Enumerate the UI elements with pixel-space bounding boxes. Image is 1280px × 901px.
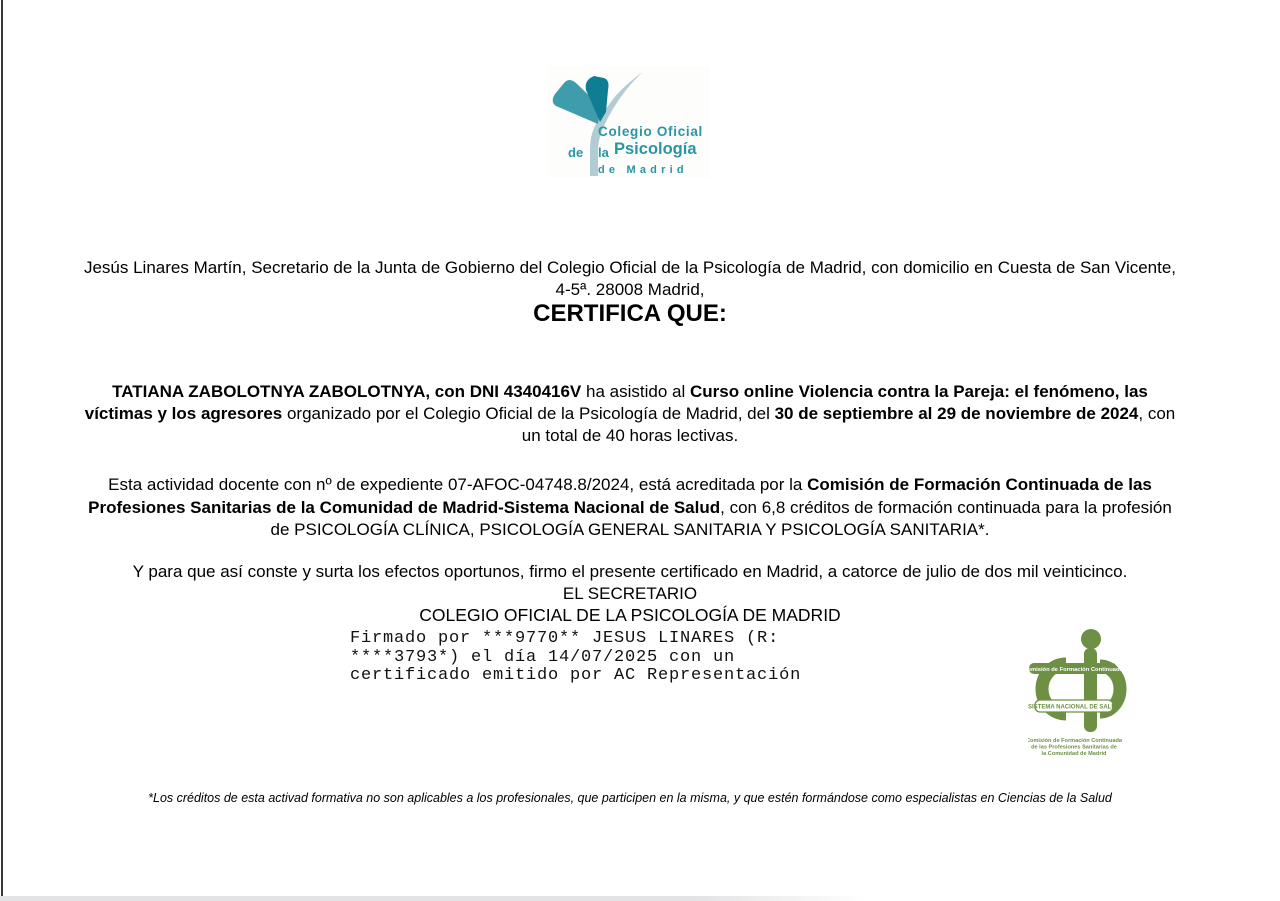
colegio-psicologia-madrid-logo	[548, 66, 710, 178]
logo-text-de: de	[568, 145, 584, 160]
closing-paragraph: Y para que así conste y surta los efectos oportunos, firmo el presente certificado en Madrid, a catorce de julio de dos mil veinticinco.	[132, 562, 1128, 581]
seal-top-banner-label: Comisión de Formación Continuada	[1028, 667, 1123, 673]
accreditation-paragraph: Esta actividad docente con nº de expediente 07-AFOC-04748.8/2024, está acreditada por la Comisión de Formación Continuada de las Profesiones Sanitarias de la Comunidad de Madrid-Sistema Nacional de Salud, con 6,8 créditos de formación continuada para la profesión de PSICOLOGÍA CLÍNICA, PSICOLOGÍA GENERAL SANITARIA Y PSICOLOGÍA SANITARIA*.	[88, 475, 1172, 539]
logo-text-line1: Colegio Oficial	[598, 124, 704, 139]
logo-bird-icon	[548, 66, 710, 178]
certifica-heading: CERTIFICA QUE:	[533, 300, 727, 327]
secretary-role-label: EL SECRETARIO	[562, 584, 698, 603]
svg-text:Comisión de Formación Continua: Comisión de Formación Continuada	[1028, 738, 1123, 744]
logo-text-psicologia: Psicología	[614, 140, 697, 158]
intro-paragraph: Jesús Linares Martín, Secretario de la Junta de Gobierno del Colegio Oficial de la Psicología de Madrid, con domicilio en Cuesta de San Vicente, 4-5ª. 28008 Madrid,	[83, 258, 1177, 299]
signature-line: certificado emitido por AC Representación	[350, 666, 802, 686]
digital-signature-text	[350, 630, 801, 686]
logo-text-la: la	[598, 145, 609, 160]
cfc-seal-icon	[1028, 626, 1128, 758]
cfc-seal	[1028, 626, 1128, 758]
secretary-organization-label: COLEGIO OFICIAL DE LA PSICOLOGÍA DE MADRID	[419, 605, 841, 625]
logo-text-de-madrid: de Madrid	[598, 164, 688, 176]
seal-middle-banner-label: SISTEMA NACIONAL DE SALUD	[1028, 704, 1121, 711]
signature-line: Firmado por ***9770** JESUS LINARES (R:	[350, 629, 780, 648]
footnote-text: *Los créditos de esta activad formativa no son aplicables a los profesionales, que participen en la misma, y que estén formándose como especialistas en Ciencias de la Salud	[148, 790, 1112, 805]
signature-line: ****3793*) el día 14/07/2025 con un	[350, 647, 736, 667]
page-bottom-edge	[0, 896, 868, 901]
page-left-edge	[1, 0, 3, 901]
seal-bottom-text	[1028, 738, 1123, 757]
svg-text:la Comunidad de Madrid: la Comunidad de Madrid	[1041, 751, 1107, 757]
attendance-paragraph: TATIANA ZABOLOTNYA ZABOLOTNYA, con DNI 4340416V ha asistido al Curso online Violencia contra la Pareja: el fenómeno, las víctimas y los agresores organizado por el Colegio Oficial de la Psicología de Madrid, del 30 de septiembre al 29 de noviembre de 2024, con un total de 40 horas lectivas.	[84, 382, 1176, 445]
svg-text:de las Profesiones Sanitarias: de las Profesiones Sanitarias de	[1031, 744, 1117, 751]
